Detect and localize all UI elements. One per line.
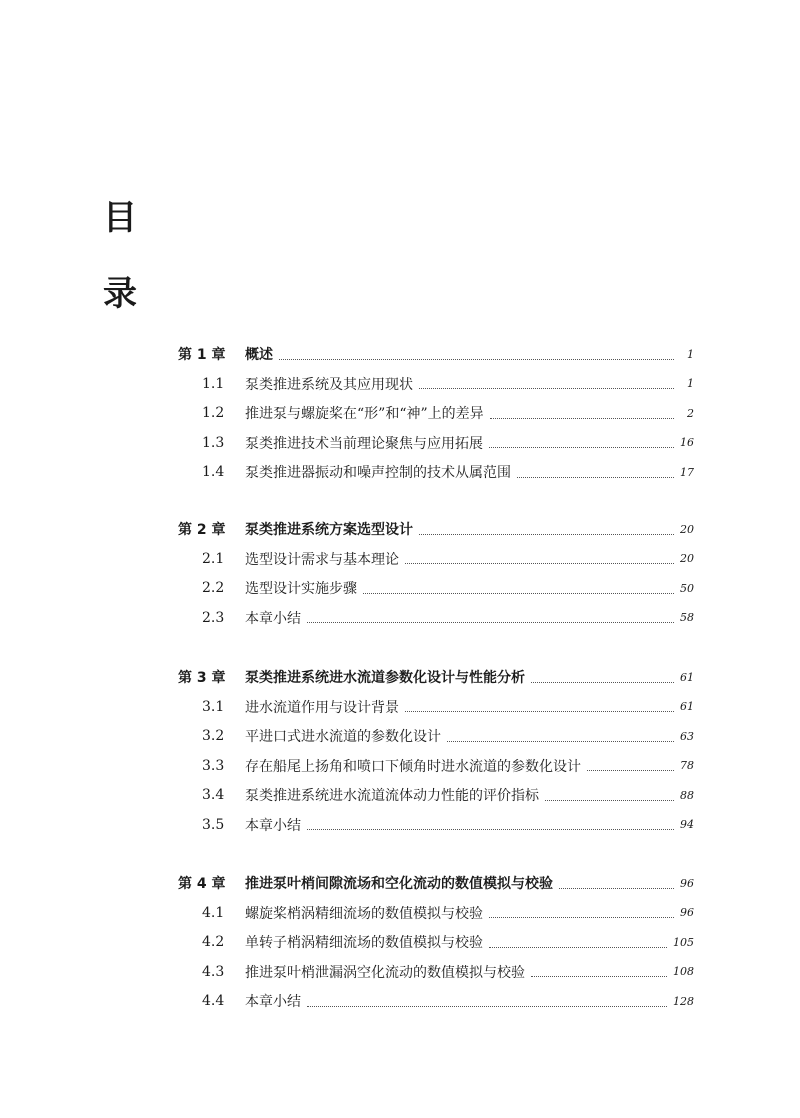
section-number: 3.1 [202,698,225,715]
section-title: 推进泵与螺旋桨在“形”和“神”上的差异 [245,406,484,422]
section-page-number: 16 [680,436,694,449]
chapter-title: 推进泵叶梢间隙流场和空化流动的数值模拟与校验 [245,876,553,892]
toc-section-row[interactable] [202,813,694,837]
dot-leader [545,800,674,801]
toc-section-row[interactable] [202,960,694,984]
chapter-number: 第 3 章 [178,670,226,686]
dot-leader [447,741,674,742]
section-page-number: 63 [680,729,694,743]
dot-leader [587,770,674,771]
section-number: 2.1 [202,550,225,567]
section-number: 4.2 [202,934,225,950]
dot-leader [531,976,667,977]
dot-leader [279,359,674,360]
section-number: 2.3 [202,609,225,626]
toc-section-row[interactable] [202,576,694,600]
toc-section-row[interactable] [202,460,694,484]
section-page-number: 20 [680,552,694,565]
section-page-number: 2 [687,406,694,420]
section-number: 1.4 [202,464,225,480]
toc-chapter-row[interactable] [178,665,694,689]
toc-chapter-row[interactable] [178,342,694,366]
dot-leader [517,477,674,478]
toc-section-row[interactable] [202,783,694,807]
section-number: 1.3 [202,434,225,451]
dot-leader [489,447,674,448]
section-number: 1.2 [202,405,225,421]
section-title: 存在船尾上扬角和喷口下倾角时进水流道的参数化设计 [245,758,581,775]
dot-leader [405,563,674,564]
toc-section-row[interactable] [202,724,694,748]
section-number: 4.3 [202,963,225,980]
chapter-number: 第 1 章 [178,347,226,363]
chapter-title: 泵类推进系统方案选型设计 [245,522,413,538]
chapter-page-number: 61 [680,670,694,684]
chapter-number: 第 4 章 [178,876,226,892]
toc-title-char-1: 目 [103,198,137,238]
section-title: 推进泵叶梢泄漏涡空化流动的数值模拟与校验 [245,964,525,981]
section-title: 单转子梢涡精细流场的数值模拟与校验 [245,935,483,951]
section-title: 选型设计需求与基本理论 [245,551,399,568]
section-title: 本章小结 [245,610,301,627]
section-page-number: 17 [680,465,694,479]
section-page-number: 88 [680,788,694,802]
section-number: 3.3 [202,757,225,774]
dot-leader [489,917,674,918]
toc-chapter-row[interactable] [178,517,694,541]
toc-section-row[interactable] [202,695,694,719]
chapter-title: 泵类推进系统进水流道参数化设计与性能分析 [245,670,525,686]
dot-leader [559,888,674,889]
section-page-number: 58 [680,611,694,624]
dot-leader [405,711,674,712]
toc-chapter-row[interactable] [178,871,694,895]
dot-leader [531,682,674,683]
section-number: 4.4 [202,993,225,1009]
section-page-number: 61 [680,700,694,713]
dot-leader [307,829,674,830]
section-title: 本章小结 [245,817,301,834]
section-page-number: 50 [680,581,694,595]
toc-section-row[interactable] [202,401,694,425]
toc-section-row[interactable] [202,901,694,925]
section-title: 选型设计实施步骤 [245,581,357,597]
section-title: 平进口式进水流道的参数化设计 [245,729,441,745]
toc-section-row[interactable] [202,606,694,630]
section-number: 3.2 [202,728,225,744]
section-number: 3.4 [202,787,225,803]
section-title: 泵类推进系统及其应用现状 [245,376,413,393]
section-title: 泵类推进技术当前理论聚焦与应用拓展 [245,435,483,452]
chapter-page-number: 96 [680,876,694,890]
section-number: 1.1 [202,375,225,392]
section-title: 本章小结 [245,994,301,1010]
toc-section-row[interactable] [202,754,694,778]
dot-leader [419,534,674,535]
section-number: 4.1 [202,904,225,921]
dot-leader [490,418,674,419]
dot-leader [307,1006,667,1007]
dot-leader [419,388,674,389]
chapter-title: 概述 [245,347,273,363]
chapter-page-number: 20 [680,522,694,536]
chapter-number: 第 2 章 [178,522,226,538]
section-number: 3.5 [202,816,225,833]
section-page-number: 108 [673,965,694,978]
section-title: 泵类推进器振动和噪声控制的技术从属范围 [245,465,511,481]
dot-leader [489,947,667,948]
section-page-number: 105 [673,935,694,949]
section-page-number: 78 [680,759,694,772]
toc-section-row[interactable] [202,930,694,954]
section-page-number: 128 [673,994,694,1008]
section-title: 进水流道作用与设计背景 [245,699,399,716]
dot-leader [307,622,674,623]
toc-title-char-2: 录 [103,274,137,314]
dot-leader [363,593,674,594]
toc-section-row[interactable] [202,547,694,571]
toc-section-row[interactable] [202,431,694,455]
section-page-number: 94 [680,818,694,831]
section-title: 螺旋桨梢涡精细流场的数值模拟与校验 [245,905,483,922]
chapter-page-number: 1 [687,347,694,361]
toc-section-row[interactable] [202,372,694,396]
section-number: 2.2 [202,580,225,596]
section-page-number: 1 [687,377,694,390]
section-title: 泵类推进系统进水流道流体动力性能的评价指标 [245,788,539,804]
toc-section-row[interactable] [202,989,694,1013]
section-page-number: 96 [680,906,694,919]
